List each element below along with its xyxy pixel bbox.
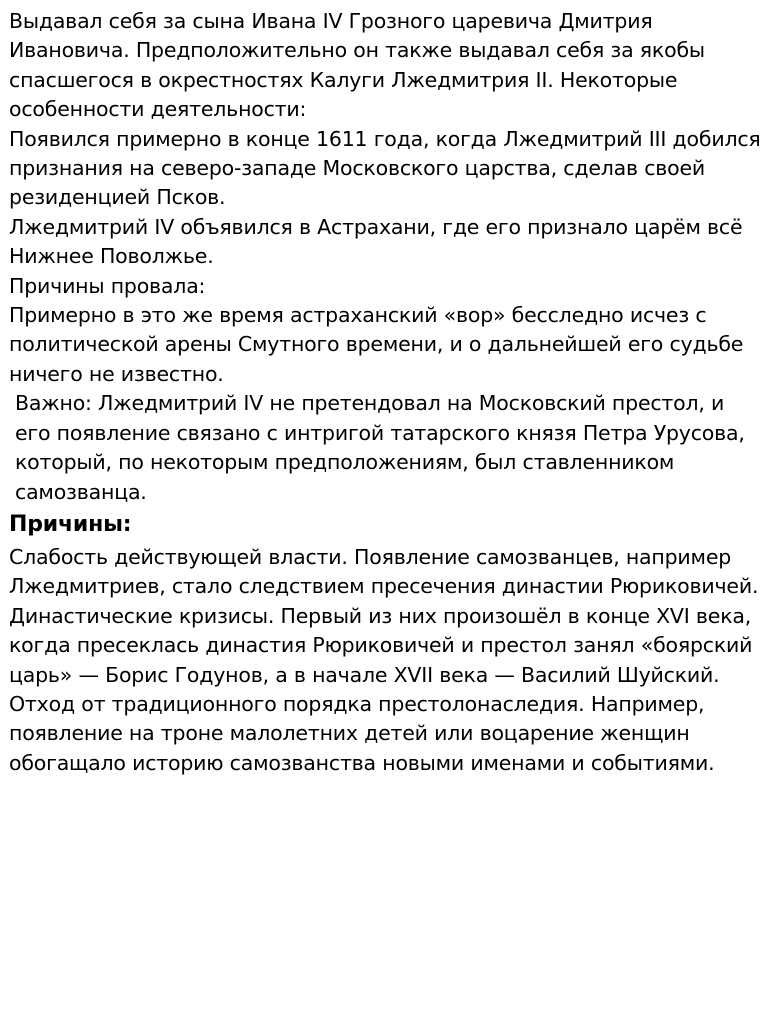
paragraph-succession-order: Отход от традиционного порядка престолонаследия. Например, появление на троне малолетних детей или воцарение женщин обогащало историю самозванства новыми именами и событиями.	[9, 691, 715, 775]
paragraph-appearance: Появился примерно в конце 1611 года, когда Лжедмитрий III добился признания на северо-западе Московского царства, сделав своей резиденцией Псков.	[9, 126, 761, 210]
paragraph-important-note: Важно: Лжедмитрий IV не претендовал на Московский престол, и его появление связано с интригой татарского князя Петра Урусова, который, по некоторым предположениям, был ставленником самозванца.	[15, 391, 745, 504]
paragraph-intro: Выдавал себя за сына Ивана IV Грозного царевича Дмитрия Ивановича. Предположительно он также выдавал себя за якобы спасшегося в окрестностях Калуги Лжедмитрия II. Некоторые особенности деятельности:	[9, 9, 705, 122]
paragraph-dynastic-crises: Династические кризисы. Первый из них произошёл в конце XVI века, когда пресеклась династия Рюриковичей и престол занял «боярский царь» — Борис Годунов, а в начале XVII века — Василий Шуйский.	[9, 603, 753, 687]
paragraph-failure-reasons-label: Причины провала:	[9, 273, 206, 298]
paragraph-disappearance: Примерно в это же время астраханский «вор» бесследно исчез с политической арены Смутного времени, и о дальнейшей его судьбе ничего не известно.	[9, 303, 744, 386]
paragraph-weak-power: Слабость действующей власти. Появление самозванцев, например Лжедмитриев, стало следствием пресечения династии Рюриковичей.	[9, 544, 759, 599]
section-heading-reasons: Причины:	[9, 511, 132, 537]
document-page	[9, 7, 761, 778]
paragraph-astrakhan: Лжедмитрий IV объявился в Астрахани, где его признало царём всё Нижнее Поволжье.	[9, 214, 743, 269]
